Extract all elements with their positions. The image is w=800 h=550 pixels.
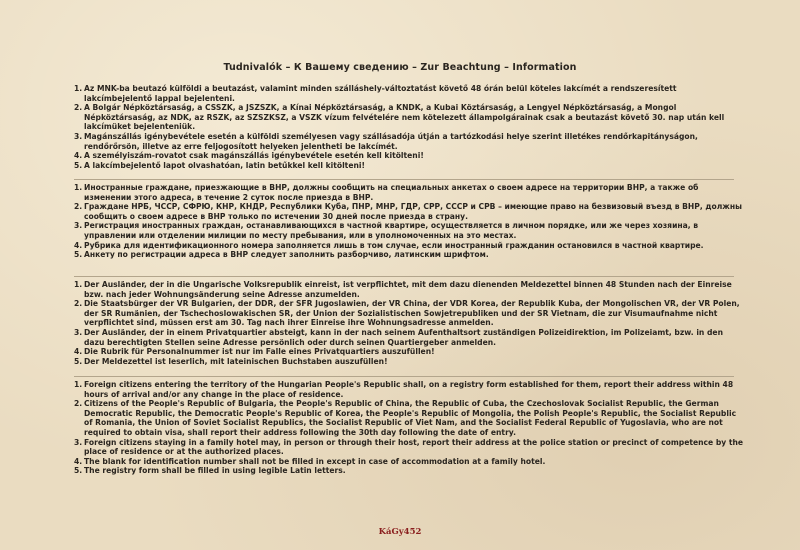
item-number: 1. bbox=[74, 380, 83, 389]
item-text: Иностранные граждане, приезжающие в ВНР, должны сообщить на специальных анкетах о своем адресе на территории ВНР, а также об изменении этого адреса, в течение 2 суток после приезда в ВНР. bbox=[84, 183, 699, 202]
item-text: Die Staatsbürger der VR Bulgarien, der DDR, der SFR Jugoslawien, der VR China, der VDR Korea, der Republik Kuba, der Mongolischen VR, der VR Polen, der SR Rumänien, der Tschechoslowakischen SR, der Union der Sozialistischen Sowjetrepubliken und der SR Vietnam, die zur Visumaufnahme nicht verpflichtet sind, müssen erst am 30. Tag nach ihrer Einreise ihre Wohnungsadresse anmelden. bbox=[84, 299, 740, 328]
item-text: Регистрация иностранных граждан, останавливающихся в частной квартире, осуществляется в личном порядке, или же через хозяина, в управлении или отделении милиции по месту пребывания, или в уполномоченных на это местах. bbox=[84, 221, 699, 240]
item-number: 4. bbox=[74, 347, 83, 357]
item-number: 3. bbox=[74, 437, 83, 447]
item-text: Die Rubrik für Personalnummer ist nur im Falle eines Privatquartiers auszufüllen! bbox=[84, 347, 435, 357]
item-text: A lakcímbejelentő lapot olvashatóan, latin betűkkel kell kitölteni! bbox=[84, 160, 365, 170]
german-section bbox=[74, 280, 744, 366]
russian-item bbox=[74, 241, 744, 251]
russian-item bbox=[74, 183, 744, 202]
item-number: 2. bbox=[74, 202, 83, 212]
russian-item bbox=[74, 202, 744, 221]
hungarian-item bbox=[74, 151, 744, 161]
hungarian-section bbox=[74, 84, 744, 170]
signature: KáGy452 bbox=[378, 527, 422, 537]
item-text: The blank for identification number shall not be filled in except in case of accommodation at a family hotel. bbox=[84, 456, 546, 466]
page-title: Tudnivalók – К Вашему сведению – Zur Beachtung – Information bbox=[223, 62, 577, 73]
item-number: 2. bbox=[74, 399, 83, 409]
section-divider bbox=[74, 376, 734, 377]
item-number: 2. bbox=[74, 299, 83, 309]
item-text: Foreign citizens entering the territory of the Hungarian People's Republic shall, on a registry form established for them, report their address within 48 hours of arrival and/or any change in the place of residence. bbox=[84, 380, 734, 399]
item-text: The registry form shall be filled in using legible Latin letters. bbox=[84, 466, 346, 476]
item-number: 5. bbox=[74, 466, 83, 476]
item-text: Foreign citizens staying in a family hotel may, in person or through their host, report their address at the police station or precinct of competence by the place of residence or at the authorized places. bbox=[84, 437, 744, 457]
russian-section bbox=[74, 183, 744, 260]
item-number: 2. bbox=[74, 103, 83, 113]
item-text: Рубрика для идентификационного номера заполняется лишь в том случае, если иностранный гражданин остановился в частной квартире. bbox=[84, 240, 704, 250]
hungarian-item bbox=[74, 84, 744, 103]
german-item bbox=[74, 347, 744, 357]
item-text: Az MNK-ba beutazó külföldi a beutazást, valamint minden szálláshely-változtatást követő 48 órán belül köteles lakcímét a rendszeresített lakcímbejelentő lappal bejelenteni. bbox=[84, 84, 677, 103]
item-number: 3. bbox=[74, 327, 83, 337]
item-text: Citizens of the People's Republic of Bulgaria, the People's Republic of China, the Republic of Cuba, the Czechoslovak Socialist Republic, the German Democratic Republic, the Democratic People's Republic of Korea, the People's Republic of Mongolia, the Polish People's Republic, the Socialist Republic of Romania, the Union of Soviet Socialist Republics, the Socialist Republic of Viet Nam, and the Socialist Federal Republic of Yugoslavia, who are not required to obtain visa, shall report their address following the 30th day following the date of entry. bbox=[84, 399, 737, 437]
item-text: Magánszállás igénybevétele esetén a külföldi személyesen vagy szállásadója útján a tartózkodási helye szerint illetékes rendőrkapitányságon, rendőrőrsön, illetve az erre feljogosított helyeken jelentheti be lakcímét. bbox=[84, 131, 698, 151]
russian-item bbox=[74, 250, 744, 260]
hungarian-item bbox=[74, 161, 744, 171]
hungarian-item bbox=[74, 132, 744, 151]
english-item bbox=[74, 438, 744, 457]
item-text: Анкету по регистрации адреса в ВНР следует заполнить разборчиво, латинским шрифтом. bbox=[84, 250, 489, 260]
item-number: 4. bbox=[74, 151, 83, 161]
russian-item bbox=[74, 221, 744, 240]
item-text: A Bolgár Népköztársaság, a CSSZK, a JSZSZK, a Kínai Népköztársaság, a KNDK, a Kubai Köztársaság, a Lengyel Népköztársaság, a Mongol Népköztársaság, az NDK, az RSZK, az SZSZKSZ, a VSZK vízum felvételére nem kötelezett állampolgárainak csak a beutazást követő 30. nap után kell lakcímüket bejelenteniük. bbox=[84, 103, 725, 132]
item-text: Der Ausländer, der in einem Privatquartier absteigt, kann in der nach seinem Aufenthaltsort zuständigen Polizeidirektion, im Polizeiamt, bzw. in den dazu berechtigten Stellen seine Adresse persönlich oder durch seinen Quartiergeber anmelden. bbox=[84, 327, 723, 347]
item-number: 3. bbox=[74, 221, 83, 231]
section-divider bbox=[74, 276, 734, 277]
item-number: 1. bbox=[74, 280, 83, 289]
section-divider bbox=[74, 179, 734, 180]
english-item bbox=[74, 466, 744, 476]
item-number: 5. bbox=[74, 356, 83, 366]
english-item bbox=[74, 399, 744, 437]
item-number: 4. bbox=[74, 240, 83, 250]
item-number: 5. bbox=[74, 250, 83, 260]
item-text: Граждане НРБ, ЧССР, СФРЮ, КНР, КНДР, Республики Куба, ПНР, МНР, ГДР, СРР, СССР и СРВ – имеющие право на безвизовый въезд в ВНР, должны сообщить о своем адресе в ВНР только по истечении 30 дней после приезда в страну. bbox=[84, 202, 742, 221]
english-item bbox=[74, 457, 744, 467]
german-item bbox=[74, 299, 744, 328]
german-item bbox=[74, 280, 744, 299]
item-text: Der Meldezettel ist leserlich, mit lateinischen Buchstaben auszufüllen! bbox=[84, 356, 388, 366]
item-number: 4. bbox=[74, 456, 83, 466]
item-number: 1. bbox=[74, 183, 83, 192]
item-text: A személyiszám-rovatot csak magánszállás igénybevétele esetén kell kitölteni! bbox=[84, 151, 424, 161]
english-item bbox=[74, 380, 744, 399]
item-number: 5. bbox=[74, 160, 83, 170]
german-item bbox=[74, 357, 744, 367]
english-section bbox=[74, 380, 744, 476]
hungarian-item bbox=[74, 103, 744, 132]
item-number: 3. bbox=[74, 131, 83, 141]
item-number: 1. bbox=[74, 84, 83, 93]
german-item bbox=[74, 328, 744, 347]
item-text: Der Ausländer, der in die Ungarische Volksrepublik einreist, ist verpflichtet, mit dem dazu dienenden Meldezettel binnen 48 Stunden nach der Einreise bzw. nach jeder Wohnungsänderung seine Adresse anzumelden. bbox=[84, 280, 732, 299]
